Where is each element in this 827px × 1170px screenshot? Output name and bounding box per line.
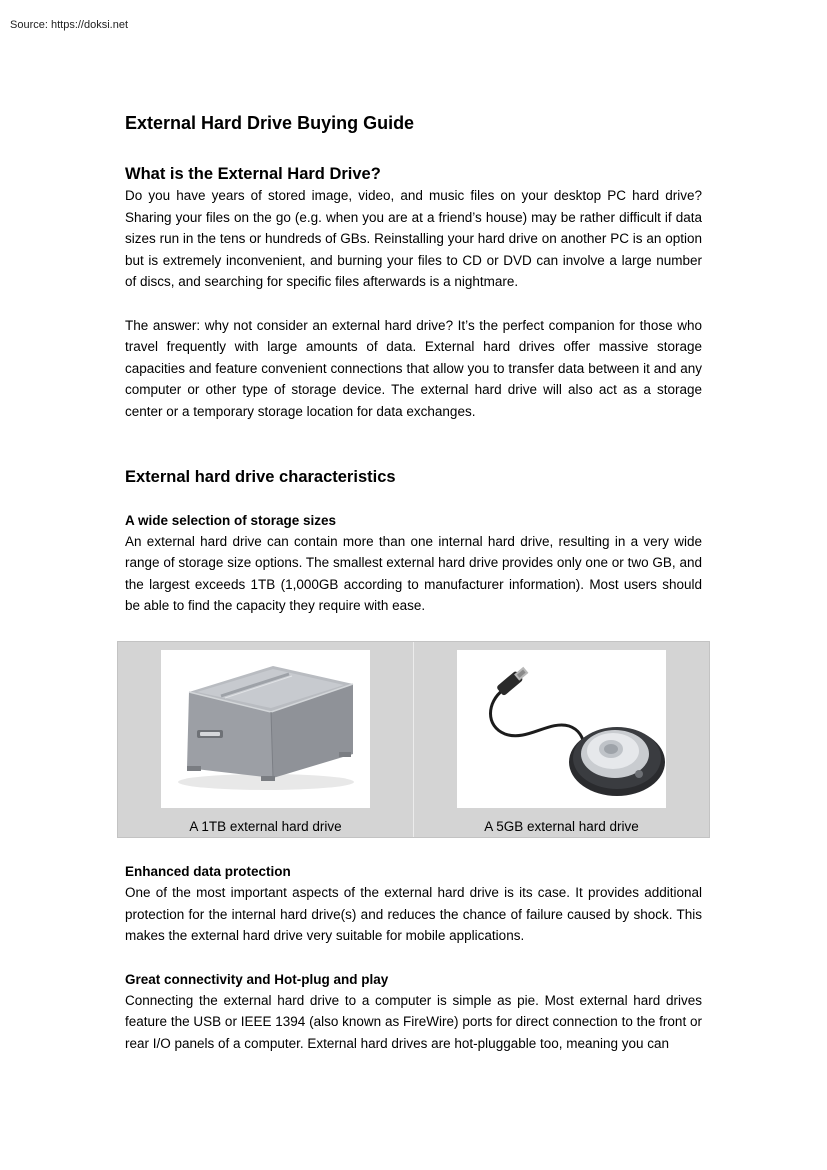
paragraph-data-protection: One of the most important aspects of the external hard drive is its case. It provides additional protection for the internal hard drive(s) and reduces the chance of failure caused by shock. This makes the external hard drive very suitable for mobile applications. [125, 885, 702, 944]
subheading-connectivity: Great connectivity and Hot-plug and play [125, 971, 389, 987]
page-title: External Hard Drive Buying Guide [125, 113, 415, 133]
external-drive-5gb-image [457, 650, 666, 808]
figure-cell-5gb [413, 642, 709, 837]
section-heading-what-is: What is the External Hard Drive? [125, 165, 381, 183]
document-body [125, 110, 702, 617]
external-drive-1tb-image [161, 650, 370, 808]
subheading-data-protection: Enhanced data protection [125, 864, 291, 879]
paragraph-connectivity: Connecting the external hard drive to a computer is simple as pie. Most external hard drives feature the USB or IEEE 1394 (also known as FireWire) ports for direct connection to the front or rear I/O panels of a computer. External hard drives are hot-pluggable too, meaning you can [125, 992, 702, 1051]
paragraph-answer: The answer: why not consider an external hard drive? It’s the perfect companion for those who travel frequently with large amounts of data. External hard drives offer massive storage capacities and feature convenient connections that allow you to transfer data between it and any computer or other type of storage device. The external hard drive will also act as a storage center or a temporary storage location for data exchanges. [125, 317, 702, 419]
section-heading-characteristics: External hard drive characteristics [125, 467, 396, 486]
paragraph-storage-sizes: An external hard drive can contain more than one internal hard drive, resulting in a very wide range of storage size options. The smallest external hard drive provides only one or two GB, and the largest exceeds 1TB (1,000GB according to manufacturer information). Most users should be able to find the capacity they require with ease. [125, 533, 702, 614]
paragraph-intro: Do you have years of stored image, video, and music files on your desktop PC hard drive? Sharing your files on the go (e.g. when you are at a friend’s house) may be rather difficult if data sizes run in the tens or hundreds of GBs. Reinstalling your hard drive on another PC is an option but is extremely inconvenient, and burning your files to CD or DVD can involve a large number of discs, and searching for specific files afterwards is a nightmare. [125, 188, 702, 290]
figure-caption-1tb: A 1TB external hard drive [189, 819, 342, 834]
figure-caption-5gb: A 5GB external hard drive [484, 819, 639, 834]
document-body-continued [125, 861, 702, 1055]
figure-cell-1tb [118, 642, 413, 837]
subheading-storage-sizes: A wide selection of storage sizes [125, 512, 337, 528]
figure-table [117, 641, 710, 838]
source-line: Source: https://doksi.net [10, 19, 129, 31]
